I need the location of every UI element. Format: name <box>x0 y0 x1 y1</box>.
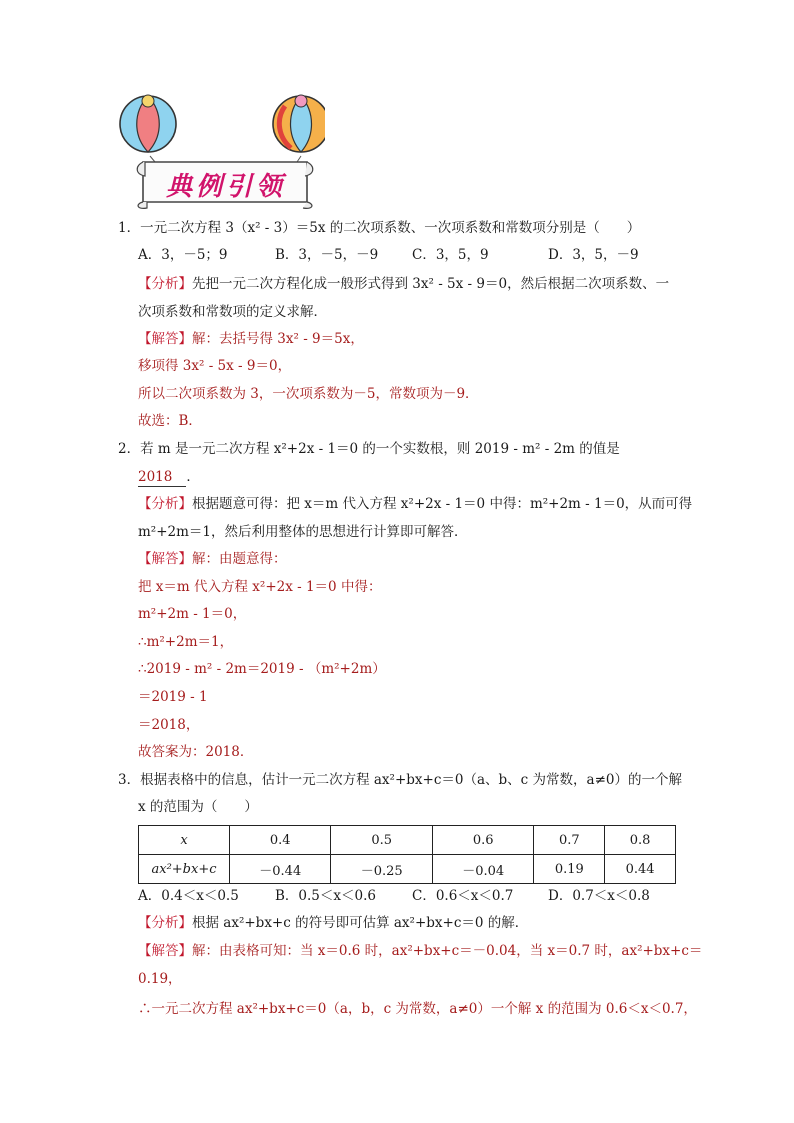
table-cell: 0.8 <box>605 826 676 855</box>
q2-answer-line7: ＝2018， <box>138 717 200 733</box>
q3-option-a: A．0.4＜x＜0.5 <box>138 888 239 904</box>
table-row <box>139 826 676 855</box>
q3-option-c: C．0.6＜x＜0.7 <box>412 888 514 904</box>
q2-answer-line5: ∴2019 - m² - 2m＝2019 - （m²+2m） <box>138 661 386 677</box>
table-row <box>139 855 676 884</box>
balloon-left-icon <box>120 95 176 152</box>
q2-analysis-line2: m²+2m＝1，然后利用整体的思想进行计算即可解答． <box>138 524 468 540</box>
example-banner <box>115 92 325 212</box>
table-cell: x <box>139 826 230 855</box>
q2-analysis-line1: 【分析】根据题意可得：把 x＝m 代入方程 x²+2x - 1＝0 中得：m²+2m - 1＝0，从而可得 <box>138 496 693 512</box>
q1-answer-line3: 所以二次项系数为 3，一次项系数为－5，常数项为－9． <box>138 386 479 402</box>
q1-option-b: B．3，－5，－9 <box>275 247 379 263</box>
q3-answer-line3: ∴一元二次方程 ax²+bx+c＝0（a，b，c 为常数，a≠0）一个解 x 的范围为 0.6＜x＜0.7， <box>138 1001 697 1017</box>
table-cell: 0.7 <box>534 826 605 855</box>
q2-answer-line1: 【解答】解：由题意得： <box>138 551 287 567</box>
q1-analysis-line1: 【分析】先把一元二次方程化成一般形式得到 3x² - 5x - 9＝0，然后根据二次项系数、一 <box>138 276 670 292</box>
q3-stem-line2: x 的范围为（ ） <box>138 799 258 815</box>
q1-answer-line4: 故选：B． <box>138 413 202 429</box>
balloon-right-icon <box>273 95 325 152</box>
q2-answer-blank: 2018 <box>138 468 186 487</box>
q2-stem: 2．若 m 是一元二次方程 x²+2x - 1＝0 的一个实数根，则 2019 - m² - 2m 的值是 <box>118 441 620 457</box>
q2-answer-line6: ＝2019 - 1 <box>138 689 208 705</box>
q2-answer-line2: 把 x＝m 代入方程 x²+2x - 1＝0 中得： <box>138 579 382 595</box>
table-cell: 0.6 <box>432 826 533 855</box>
q1-option-a: A．3，－5；9 <box>138 247 228 263</box>
q1-option-d: D．3，5，－9 <box>548 247 639 263</box>
q3-answer-line2: 0.19， <box>138 971 182 987</box>
q1-answer-line2: 移项得 3x² - 5x - 9＝0， <box>138 358 292 374</box>
table-cell: －0.25 <box>331 855 432 884</box>
q3-analysis-line1: 【分析】根据 ax²+bx+c 的符号即可估算 ax²+bx+c＝0 的解． <box>138 915 529 931</box>
q3-option-d: D．0.7＜x＜0.8 <box>548 888 650 904</box>
table-cell: ax²+bx+c <box>139 855 230 884</box>
table-cell: 0.5 <box>331 826 432 855</box>
table-cell: －0.44 <box>230 855 331 884</box>
table-cell: 0.19 <box>534 855 605 884</box>
table-cell: 0.4 <box>230 826 331 855</box>
q2-answer-line8: 故答案为：2018． <box>138 744 254 760</box>
analysis-tag: 【分析】 <box>138 276 192 292</box>
q1-answer-line1: 【解答】解：去括号得 3x² - 9＝5x， <box>138 331 364 347</box>
table-cell: 0.44 <box>605 855 676 884</box>
q1-option-c: C．3，5，9 <box>412 247 489 263</box>
answer-tag: 【解答】 <box>138 331 192 347</box>
q1-stem: 1．一元二次方程 3（x² - 3）＝5x 的二次项系数、一次项系数和常数项分别是（ ） <box>118 220 641 236</box>
q3-stem-line1: 3．根据表格中的信息，估计一元二次方程 ax²+bx+c＝0（a、b、c 为常数，a≠0）的一个解 <box>118 772 682 788</box>
q2-blank-line: 2018 ． <box>138 469 200 485</box>
q2-answer-line4: ∴m²+2m＝1， <box>138 634 234 650</box>
q3-value-table <box>138 825 676 884</box>
table-cell: －0.04 <box>432 855 533 884</box>
q1-analysis-line2: 次项系数和常数项的定义求解． <box>138 304 327 320</box>
q2-answer-line3: m²+2m - 1＝0， <box>138 606 247 622</box>
banner-title: 典例引领 <box>165 172 286 202</box>
q3-answer-line1: 【解答】解：由表格可知：当 x＝0.6 时，ax²+bx+c＝－0.04，当 x＝0.7 时，ax²+bx+c＝ <box>138 943 703 959</box>
q3-option-b: B．0.5＜x＜0.6 <box>275 888 376 904</box>
